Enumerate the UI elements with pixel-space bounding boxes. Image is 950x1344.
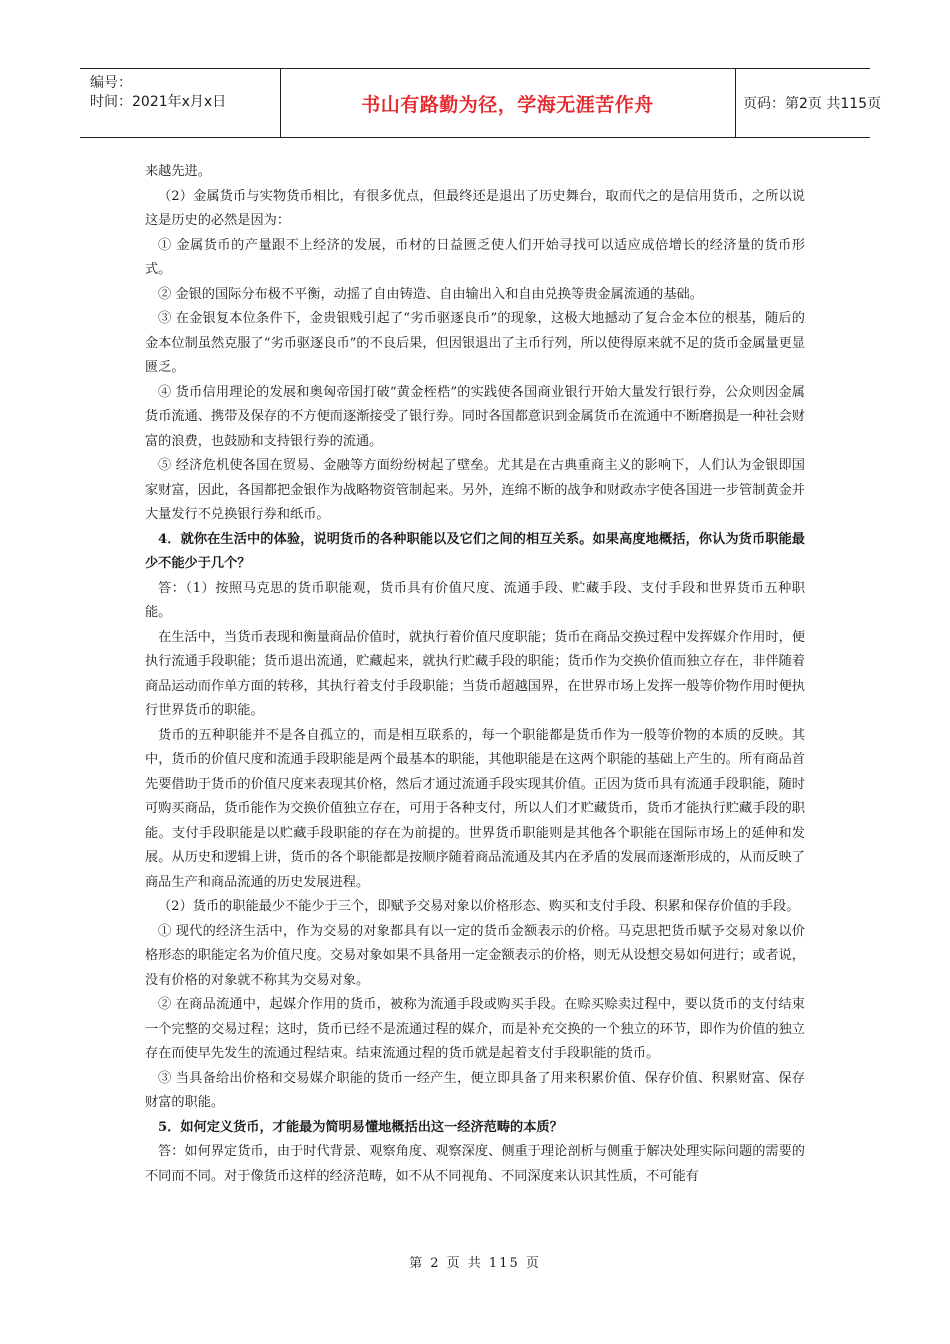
page-footer: 第 2 页 共 115 页 <box>409 1256 541 1271</box>
body-paragraph: （2）金属货币与实物货币相比，有很多优点，但最终还是退出了历史舞台，取而代之的是信用货币，之所以说这是历史的必然是因为： <box>145 188 805 228</box>
page-header <box>80 68 882 138</box>
body-paragraph: 答：（1）按照马克思的货币职能观，货币具有价值尺度、流通手段、贮藏手段、支付手段和世界货币五种职能。 <box>145 580 805 620</box>
body-paragraph: ③ 当具备给出价格和交易媒介职能的货币一经产生，便立即具备了用来积累价值、保存价值、积累财富、保存财富的职能。 <box>145 1070 805 1110</box>
page-code: 页码：第2页 共115页 <box>743 96 882 112</box>
question-heading: 5．如何定义货币，才能最为简明易懂地概括出这一经济范畴的本质？ <box>158 1119 563 1135</box>
time-label: 时间：2021年x月x日 <box>90 94 227 110</box>
body-paragraph: ① 现代的经济生活中，作为交易的对象都具有以一定的货币金额表示的价格。马克思把货币赋予交易对象以价格形态的职能定名为价值尺度。交易对象如果不具备用一定金额表示的价格，则无从设想交易如何进行；或者说，没有价格的对象就不称其为交易对象。 <box>145 923 805 988</box>
body-paragraph: ② 金银的国际分布极不平衡，动摇了自由铸造、自由输出入和自由兑换等贵金属流通的基础。 <box>158 286 703 302</box>
header-meta-cell <box>80 69 281 137</box>
body-paragraph: 货币的五种职能并不是各自孤立的，而是相互联系的，每一个职能都是货币作为一般等价物的本质的反映。其中，货币的价值尺度和流通手段职能是两个最基本的职能，其他职能是在这两个职能的基础上产生的。所有商品首先要借助于货币的价值尺度来表现其价格，然后才通过流通手段实现其价值。正因为货币具有流通手段职能，随时可购买商品，货币能作为交换价值独立存在，可用于各种支付，所以人们才贮藏货币，货币才能执行贮藏手段的职能。支付手段职能是以贮藏手段职能的存在为前提的。世界货币职能则是其他各个职能在国际市场上的延伸和发展。从历史和逻辑上讲，货币的各个职能都是按顺序随着商品流通及其内在矛盾的发展而逐渐形成的，从而反映了商品生产和商品流通的历史发展进程。 <box>145 727 805 890</box>
body-paragraph: 来越先进。 <box>145 164 211 179</box>
motto-text: 书山有路勤为径，学海无涯苦作舟 <box>361 93 654 116</box>
document-body <box>145 160 805 1189</box>
body-paragraph: ④ 货币信用理论的发展和奥匈帝国打破“黄金桎梏”的实践使各国商业银行开始大量发行银行券，公众则因金属货币流通、携带及保存的不方便而逐渐接受了银行券。同时各国都意识到金属货币在流通中不断磨损是一种社会财富的浪费，也鼓励和支持银行券的流通。 <box>145 384 805 449</box>
body-paragraph: ② 在商品流通中，起媒介作用的货币，被称为流通手段或购买手段。在赊买赊卖过程中，要以货币的支付结束一个完整的交易过程；这时，货币已经不是流通过程的媒介，而是补充交换的一个独立的环节，即作为价值的独立存在而使早先发生的流通过程结束。结束流通过程的货币就是起着支付手段职能的货币。 <box>145 997 805 1061</box>
code-label: 编号： <box>90 75 132 91</box>
body-paragraph: （2）货币的职能最少不能少于三个，即赋予交易对象以价格形态、购买和支付手段、积累和保存价值的手段。 <box>158 899 800 914</box>
question-heading: 4．就你在生活中的体验，说明货币的各种职能以及它们之间的相互关系。如果高度地概括，你认为货币职能最少不能少于几个？ <box>145 531 805 571</box>
body-paragraph: 答：如何界定货币，由于时代背景、观察角度、观察深度、侧重于理论剖析与侧重于解决处理实际问题的需要的不同而不同。对于像货币这样的经济范畴，如不从不同视角、不同深度来认识其性质，不可能有 <box>145 1144 805 1184</box>
body-paragraph: 在生活中，当货币表现和衡量商品价值时，就执行着价值尺度职能；货币在商品交换过程中发挥媒介作用时，便执行流通手段职能；货币退出流通，贮藏起来，就执行贮藏手段的职能；货币作为交换价值而独立存在，非伴随着商品运动而作单方面的转移，其执行着支付手段职能；当货币超越国界，在世界市场上发挥一般等价物作用时便执行世界货币的职能。 <box>145 629 805 718</box>
header-page-cell <box>735 69 882 137</box>
header-motto-cell <box>280 69 736 137</box>
body-paragraph: ③ 在金银复本位条件下，金贵银贱引起了“劣币驱逐良币”的现象，这极大地撼动了复合金本位的根基，随后的金本位制虽然克服了“劣币驱逐良币”的不良后果，但因银退出了主币行列，所以使得原来就不足的货币金属量更显匮乏。 <box>145 311 805 375</box>
body-paragraph: ⑤ 经济危机使各国在贸易、金融等方面纷纷树起了壁垒。尤其是在古典重商主义的影响下，人们认为金银即国家财富，因此，各国都把金银作为战略物资管制起来。另外，连绵不断的战争和财政赤字使各国进一步管制黄金并大量发行不兑换银行券和纸币。 <box>145 458 805 522</box>
body-paragraph: ① 金属货币的产量跟不上经济的发展，币材的日益匮乏使人们开始寻找可以适应成倍增长的经济量的货币形式。 <box>145 237 805 277</box>
